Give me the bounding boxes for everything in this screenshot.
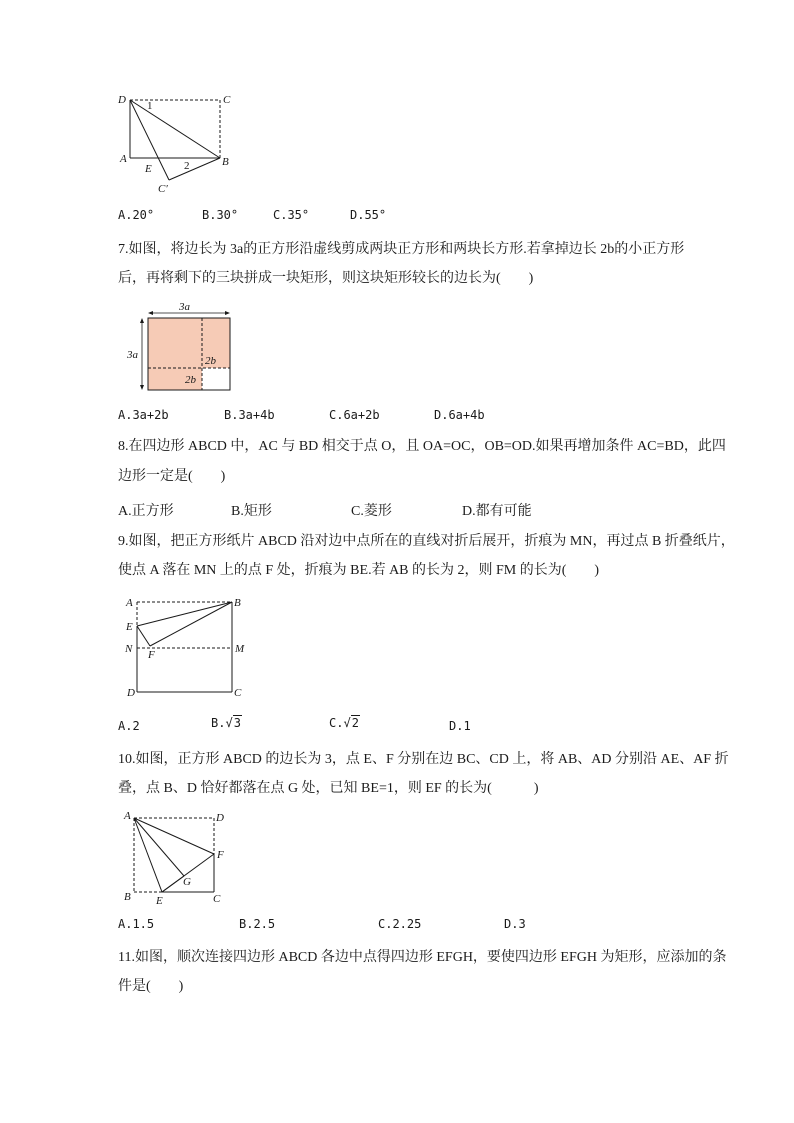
angle-1: 1 (147, 100, 153, 112)
q8-text-line2: 边形一定是( ) (118, 469, 226, 484)
q9-text-line1: 9.如图，把正方形纸片 ABCD 沿对边中点所在的直线对折后展开，折痕为 MN，再过点 B 折叠纸片， (118, 534, 735, 549)
option-c: C.菱形 (351, 504, 392, 519)
label-G: G (183, 876, 191, 888)
label-D: D (127, 687, 135, 699)
q11-text-line1: 11.如图，顺次连接四边形 ABCD 各边中点得四边形 EFGH，要使四边形 EFGH 为矩形，应添加的条 (118, 950, 727, 965)
label-E: E (145, 163, 152, 175)
option-c: C.6a+2b (329, 408, 380, 422)
option-a: A.3a+2b (118, 408, 169, 422)
option-b: B.√3 (211, 716, 241, 730)
figure-q6 (112, 88, 242, 198)
label-right-2b: 2b (205, 355, 216, 367)
angle-2: 2 (184, 160, 190, 172)
option-c: C.2.25 (378, 917, 422, 931)
label-F: F (148, 649, 155, 661)
label-E: E (156, 895, 163, 907)
label-B: B (234, 597, 241, 609)
figure-q10 (112, 806, 242, 908)
option-a: A.2 (118, 719, 140, 733)
q11-text-line2: 件是( ) (118, 979, 184, 994)
label-C: C (213, 893, 221, 905)
label-C: C (234, 687, 242, 699)
option-b: B.3a+4b (224, 408, 275, 422)
option-b: B.30° (202, 208, 239, 222)
option-c: C.35° (273, 208, 310, 222)
option-b: B.2.5 (239, 917, 276, 931)
label-B: B (124, 891, 131, 903)
label-bottom-2b: 2b (185, 374, 196, 386)
label-N: N (125, 643, 133, 655)
option-a: A.20° (118, 208, 155, 222)
option-b: B.矩形 (231, 504, 272, 519)
figure-q7 (112, 296, 242, 396)
option-d: D.6a+4b (434, 408, 485, 422)
q10-text-line1: 10.如图，正方形 ABCD 的边长为 3，点 E、F 分别在边 BC、CD 上，将 AB、AD 分别沿 AE、AF 折 (118, 752, 729, 767)
label-A: A (126, 597, 133, 609)
label-E: E (126, 621, 133, 633)
figure-q9 (112, 590, 262, 706)
option-c: C.√2 (329, 716, 359, 730)
label-left-3a: 3a (127, 349, 138, 361)
q7-text-line2: 后，再将剩下的三块拼成一块矩形，则这块矩形较长的边长为( ) (118, 271, 534, 286)
option-d: D.3 (504, 917, 526, 931)
q8-text-line1: 8.在四边形 ABCD 中，AC 与 BD 相交于点 O，且 OA=OC，OB=OD.如果再增加条件 AC=BD，此四 (118, 439, 726, 454)
option-d: D.1 (449, 719, 471, 733)
label-C-prime: C′ (158, 183, 168, 195)
label-A: A (124, 810, 131, 822)
label-C: C (223, 94, 231, 106)
q7-text-line1: 7.如图，将边长为 3a的正方形沿虚线剪成两块正方形和两块长方形.若拿掉边长 2b的小正方形 (118, 242, 685, 257)
option-d: D.55° (350, 208, 387, 222)
label-M: M (235, 643, 245, 655)
label-A: A (120, 153, 127, 165)
label-top-3a: 3a (179, 301, 190, 313)
option-a: A.1.5 (118, 917, 155, 931)
q10-text-line2: 叠，点 B、D 恰好都落在点 G 处，已知 BE=1，则 EF 的长为( ) (118, 781, 539, 796)
label-B: B (222, 156, 229, 168)
q9-text-line2: 使点 A 落在 MN 上的点 F 处，折痕为 BE.若 AB 的长为 2，则 FM 的长为( ) (118, 563, 600, 578)
label-F: F (217, 849, 224, 861)
option-a: A.正方形 (118, 504, 174, 519)
label-D: D (118, 94, 126, 106)
label-D: D (216, 812, 224, 824)
option-d: D.都有可能 (462, 504, 532, 519)
